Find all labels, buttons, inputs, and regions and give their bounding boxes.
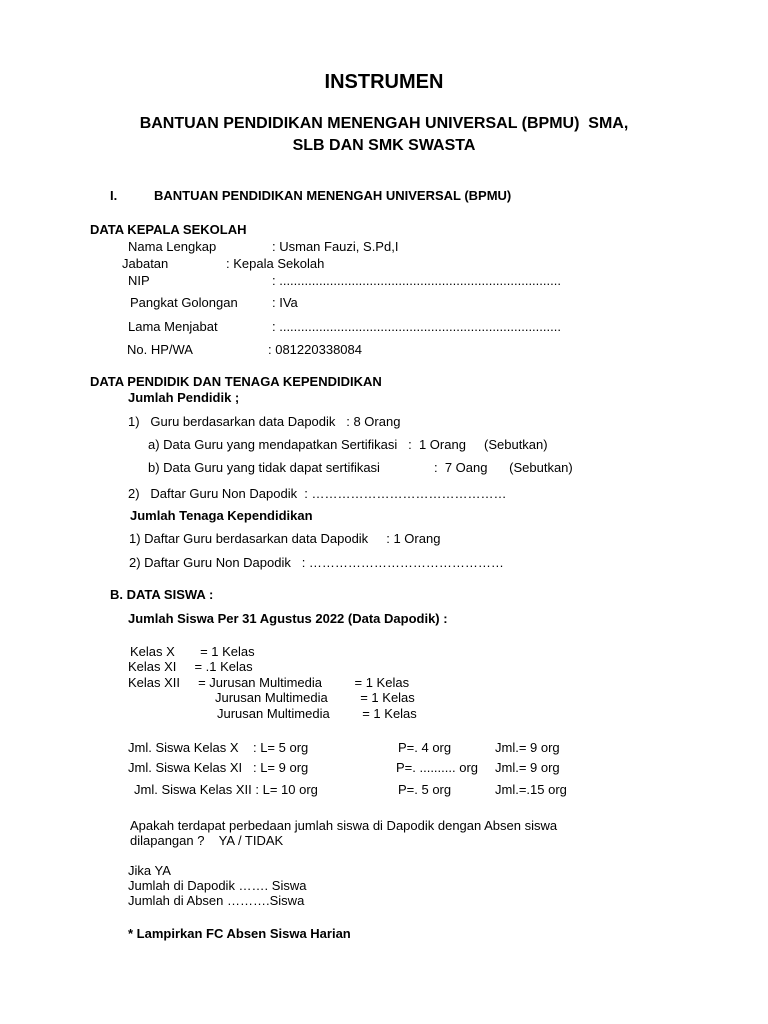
lama-value: : .............................................................................. bbox=[272, 319, 561, 334]
pendidik-item1a: a) Data Guru yang mendapatkan Sertifikasi : 1 Orang (Sebutkan) bbox=[148, 437, 548, 452]
siswa-row-x-total: Jml.= 9 org bbox=[495, 740, 560, 755]
hp-label: No. HP/WA bbox=[127, 342, 193, 357]
pendidik-item1b-label: b) Data Guru yang tidak dapat sertifikasi bbox=[148, 460, 380, 475]
kepala-heading: DATA KEPALA SEKOLAH bbox=[90, 222, 247, 237]
nip-value: : .............................................................................. bbox=[272, 273, 561, 288]
question-line1: Apakah terdapat perbedaan jumlah siswa di Dapodik dengan Absen siswa bbox=[130, 818, 558, 833]
siswa-row-xii-gender: Jml. Siswa Kelas XII : L= 10 org bbox=[134, 782, 318, 797]
kelas-xi: Kelas XI = .1 Kelas bbox=[128, 659, 253, 674]
siswa-jumlah: Jumlah Siswa Per 31 Agustus 2022 (Data Dapodik) : bbox=[128, 611, 448, 626]
hp-value: : 081220338084 bbox=[268, 342, 362, 357]
jumlah-tendik: Jumlah Tenaga Kependidikan bbox=[130, 508, 313, 523]
lampiran-note: * Lampirkan FC Absen Siswa Harian bbox=[128, 926, 351, 941]
siswa-heading: B. DATA SISWA : bbox=[110, 587, 214, 602]
jabatan-value: : Kepala Sekolah bbox=[226, 256, 325, 271]
siswa-row-x-p: P=. 4 org bbox=[398, 740, 452, 755]
pendidik-item1b-value: : 7 Oang (Sebutkan) bbox=[434, 460, 573, 475]
siswa-row-xi-total: Jml.= 9 org bbox=[495, 760, 560, 775]
tendik-item1: 1) Daftar Guru berdasarkan data Dapodik : 1 Orang bbox=[129, 531, 441, 546]
pendidik-item2: 2) Daftar Guru Non Dapodik : ……………………………………… bbox=[128, 486, 507, 501]
siswa-row-xii-p: P=. 5 org bbox=[398, 782, 452, 797]
jumlah-pendidik: Jumlah Pendidik ; bbox=[128, 390, 240, 405]
pangkat-value: : IVa bbox=[272, 295, 298, 310]
document-subtitle-line1: BANTUAN PENDIDIKAN MENENGAH UNIVERSAL (BPMU) SMA, bbox=[139, 115, 629, 132]
jurusan-2: Jurusan Multimedia = 1 Kelas bbox=[215, 690, 415, 705]
pendidik-item1: 1) Guru berdasarkan data Dapodik : 8 Orang bbox=[128, 414, 401, 429]
siswa-row-xi-gender: Jml. Siswa Kelas XI : L= 9 org bbox=[128, 760, 309, 775]
kelas-xii: Kelas XII = Jurusan Multimedia = 1 Kelas bbox=[128, 675, 410, 690]
siswa-row-x-gender: Jml. Siswa Kelas X : L= 5 org bbox=[128, 740, 309, 755]
section1-title: BANTUAN PENDIDIKAN MENENGAH UNIVERSAL (BPMU) bbox=[154, 188, 512, 203]
jika-ya: Jika YA bbox=[128, 863, 171, 878]
siswa-row-xii-total: Jml.=.15 org bbox=[495, 782, 567, 797]
jumlah-absen: Jumlah di Absen ……….Siswa bbox=[128, 893, 305, 908]
nama-value: : Usman Fauzi, S.Pd,I bbox=[272, 239, 399, 254]
jurusan-3: Jurusan Multimedia = 1 Kelas bbox=[217, 706, 417, 721]
nama-label: Nama Lengkap bbox=[128, 239, 217, 254]
document-subtitle-line2: SLB DAN SMK SWASTA bbox=[292, 137, 476, 154]
pangkat-label: Pangkat Golongan bbox=[130, 295, 238, 310]
document-title: INSTRUMEN bbox=[324, 71, 444, 93]
lama-label: Lama Menjabat bbox=[128, 319, 218, 334]
pendidik-heading: DATA PENDIDIK DAN TENAGA KEPENDIDIKAN bbox=[90, 374, 382, 389]
jabatan-label: Jabatan bbox=[122, 256, 169, 271]
siswa-row-xi-p: P=. .......... org bbox=[396, 760, 479, 775]
kelas-x: Kelas X = 1 Kelas bbox=[130, 644, 255, 659]
jumlah-dapodik: Jumlah di Dapodik ……. Siswa bbox=[128, 878, 307, 893]
tendik-item2: 2) Daftar Guru Non Dapodik : ……………………………………… bbox=[129, 555, 504, 570]
question-line2: dilapangan ? YA / TIDAK bbox=[130, 833, 284, 848]
section1-number: I. bbox=[110, 188, 118, 203]
nip-label: NIP bbox=[128, 273, 150, 288]
